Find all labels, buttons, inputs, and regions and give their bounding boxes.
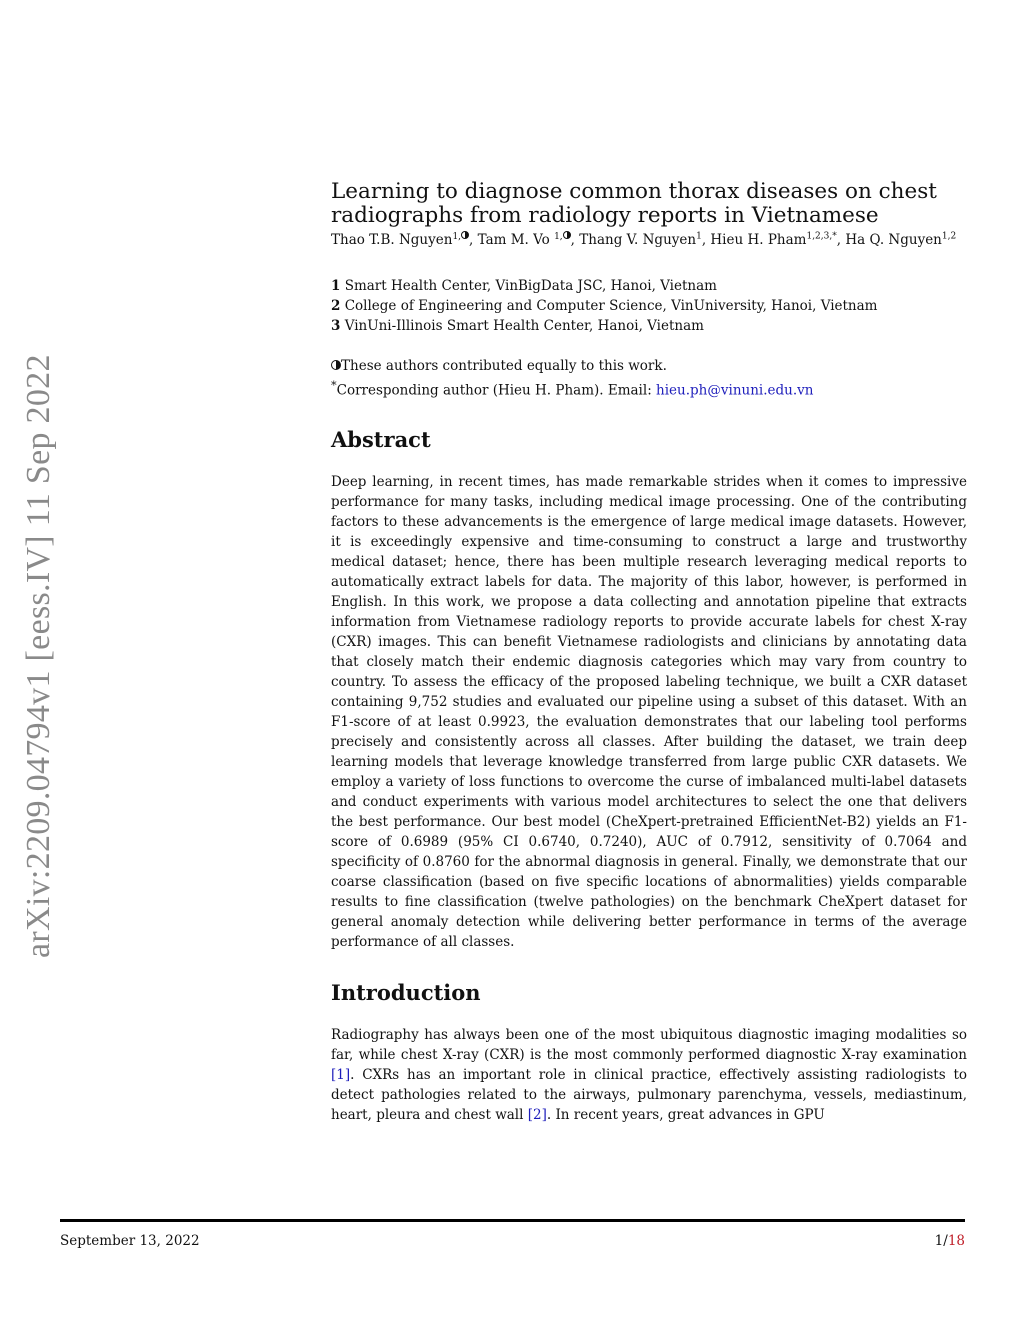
introduction-text: Radiography has always been one of the most ubiquitous diagnostic imaging modalities so far, while chest X-ray (CXR) is the most commonly performed diagnostic X-ray examination [1]. CXRs has an important role in clinical practice, effectively assisting radiologists to detect pathologies related to the airways, pulmonary parenchyma, vessels, mediastinum, heart, pleura and chest wall [2]. In recent years, great advances in GPU xyxy=(331,1026,967,1123)
affiliation-item: 3 VinUni-Illinois Smart Health Center, Hanoi, Vietnam xyxy=(331,318,704,334)
arxiv-identifier-stamp[interactable]: arXiv:2209.04794v1 [eess.IV] 11 Sep 2022 xyxy=(20,354,57,958)
citation-link[interactable]: [2] xyxy=(527,1106,547,1123)
equal-contribution-note: These authors contributed equally to this work. xyxy=(331,356,967,376)
paper-content xyxy=(331,180,967,1125)
corresponding-author-note: *Corresponding author (Hieu H. Pham). Email: hieu.ph@vinuni.edu.vn xyxy=(331,379,814,399)
author-affiliation-marks: 1, xyxy=(452,232,469,242)
footer-date: September 13, 2022 xyxy=(60,1233,200,1249)
author-name: Ha Q. Nguyen xyxy=(845,232,942,248)
corresponding-email-link[interactable]: hieu.ph@vinuni.edu.vn xyxy=(656,382,814,399)
author-notes xyxy=(331,356,967,401)
affiliation-item: 1 Smart Health Center, VinBigData JSC, Hanoi, Vietnam xyxy=(331,278,717,294)
half-filled-circle-icon xyxy=(461,231,469,239)
introduction-heading: Introduction xyxy=(331,979,481,1005)
author-name: Hieu H. Pham xyxy=(710,232,807,248)
author-affiliation-marks: 1,2 xyxy=(941,231,957,242)
half-filled-circle-icon xyxy=(563,231,571,239)
author-affiliation-marks: 1,2,3,* xyxy=(806,231,837,242)
author-list: Thao T.B. Nguyen$^{1,}$ , Tam M. Vo $^{1,}$ , Thang V. Nguyen$^1$, Hieu H. Pham$^{1,2,3,*}$, Ha Q. Nguyen$^{1,2}$ xyxy=(331,231,957,248)
author-name: Thao T.B. Nguyen xyxy=(331,232,453,248)
page-number: 1/18 xyxy=(934,1233,965,1249)
affiliation-list xyxy=(331,276,967,336)
author-affiliation-marks: 1, xyxy=(554,232,571,242)
paper-title: Learning to diagnose common thorax diseases on chest radiographs from radiology reports in Vietnamese xyxy=(331,179,937,228)
author-affiliation-marks: 1 xyxy=(696,231,702,242)
abstract-text: Deep learning, in recent times, has made remarkable strides when it comes to impressive performance for many tasks, including medical image processing. One of the contributing factors to these advancements is the emergence of large medical image datasets. However, it is exceedingly expensive and time-consuming to construct a large and trustworthy medical dataset; hence, there has been multiple research leveraging medical reports to automatically extract labels for data. The majority of this labor, however, is performed in English. In this work, we propose a data collecting and annotation pipeline that extracts information from Vietnamese radiology reports to provide accurate labels for chest X-ray (CXR) images. This can benefit Vietnamese radiologists and clinicians by annotating data that closely match their endemic diagnosis categories which may vary from country to country. To assess the efficacy of the proposed labeling technique, we built a CXR dataset containing 9,752 studies and evaluated our pipeline using a subset of this dataset. With an F1-score of at least 0.9923, the evaluation demonstrates that our labeling tool performs precisely and consistently across all classes. After building the dataset, we train deep learning models that leverage knowledge transferred from large public CXR datasets. We employ a variety of loss functions to overcome the curse of imbalanced multi-label datasets and conduct experiments with various model architectures to select the one that delivers the best performance. Our best model (CheXpert-pretrained EfficientNet-B2) yields an F1-score of 0.6989 (95% CI 0.6740, 0.7240), AUC of 0.7912, sensitivity of 0.7064 and specificity of 0.8760 for the abnormal diagnosis in general. Finally, we demonstrate that our coarse classification (based on five specific locations of abnormalities) yields comparable results to fine classification (twelve pathologies) on the benchmark CheXpert dataset for general anomaly detection while delivering better performance in terms of the average performance of all classes. xyxy=(331,473,967,950)
citation-link[interactable]: [1] xyxy=(331,1066,351,1083)
total-pages-link[interactable]: 18 xyxy=(947,1233,965,1249)
author-name: Thang V. Nguyen xyxy=(579,232,697,248)
footer-divider xyxy=(60,1219,965,1222)
abstract-heading: Abstract xyxy=(331,426,431,452)
author-name: Tam M. Vo xyxy=(477,232,550,248)
affiliation-item: 2 College of Engineering and Computer Science, VinUniversity, Hanoi, Vietnam xyxy=(331,298,878,314)
half-filled-circle-icon xyxy=(331,360,341,370)
